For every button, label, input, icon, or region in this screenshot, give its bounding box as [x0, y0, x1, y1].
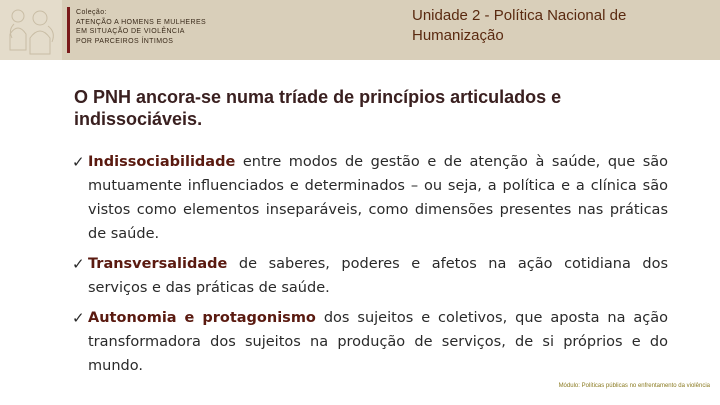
bullet-description: entre modos de gestão e de atenção à saúde, que são mutuamente influenciados e determinados – ou seja, a política e a clínica são vistos como elementos inseparáveis, como dimensões presentes nas práticas de saúde. [88, 154, 669, 242]
bullet-text [88, 150, 668, 246]
collection-line: ATENÇÃO A HOMENS E MULHERES [76, 18, 207, 26]
collection-line: POR PARCEIROS ÍNTIMOS [76, 37, 174, 45]
bullet-description: de saberes, poderes e afetos na ação cotidiana dos serviços e das práticas de saúde. [88, 256, 669, 296]
collection-line: EM SITUAÇÃO DE VIOLÊNCIA [76, 28, 185, 35]
collection-label: Coleção: [76, 9, 107, 16]
bullet-text [88, 252, 668, 300]
bullet-term: Indissociabilidade [88, 154, 236, 170]
header-divider [67, 7, 70, 53]
collection-info [76, 8, 276, 46]
check-icon: ✓ [72, 309, 85, 327]
bullet-term-secondary: protagonismo [202, 310, 316, 326]
check-icon: ✓ [72, 153, 85, 171]
unit-title: Unidade 2 - Política Nacional de Humanização [412, 7, 627, 44]
bullet-connector: e [184, 310, 195, 326]
bullet-description: dos sujeitos e coletivos, que aposta na ação transformadora dos sujeitos na produção de serviços, de si próprios e do mundo. [88, 310, 669, 374]
bullet-term: Transversalidade [88, 256, 228, 272]
list-item [72, 252, 668, 300]
page-title: O PNH ancora-se numa tríade de princípios articulados e indissociáveis. [74, 87, 562, 129]
list-item [72, 306, 668, 378]
header-bar [0, 0, 720, 60]
footer-module: Módulo: Políticas públicas no enfrentamento da violência [558, 383, 710, 389]
bullet-term: Autonomia [88, 310, 177, 326]
figures-sketch-icon [4, 4, 60, 56]
check-icon: ✓ [72, 255, 85, 273]
bullet-text [88, 306, 668, 378]
header-ornament [0, 0, 62, 60]
list-item [72, 150, 668, 246]
